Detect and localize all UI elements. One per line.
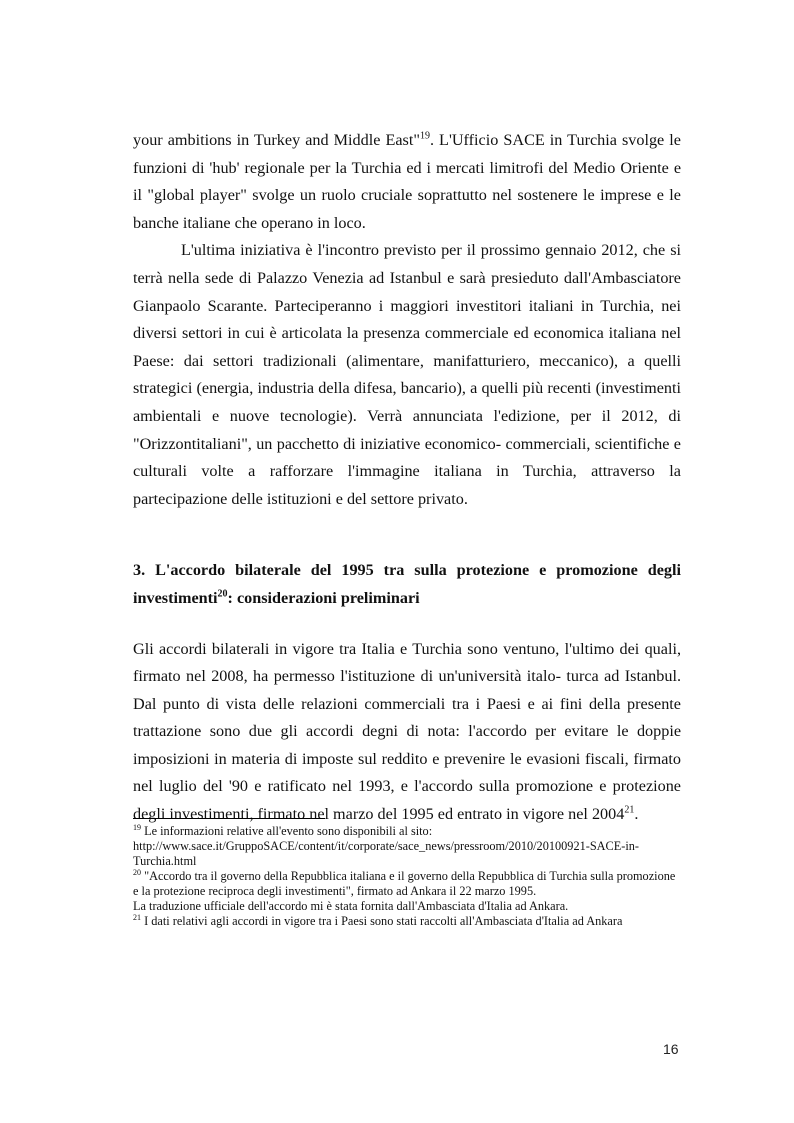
footnote-19 xyxy=(133,824,681,869)
page-number: 16 xyxy=(663,1041,679,1057)
footnote-20 xyxy=(133,869,681,914)
paragraph-1 xyxy=(133,127,681,237)
footnote-21 xyxy=(133,914,681,929)
main-text xyxy=(133,127,681,829)
section-heading-title-a: 3. L'accordo bilaterale del 1995 tra sulla protezione e promozione degli investimenti xyxy=(133,561,681,607)
paragraph-3 xyxy=(133,636,681,829)
paragraph-1-text-a: your ambitions in Turkey and Middle East" xyxy=(133,131,420,149)
footnote-url-link[interactable]: http://www.sace.it/GruppoSACE/content/it/corporate/sace_news/pressroom/2010/20100921-SACE-in-Turchia.html xyxy=(133,839,640,868)
footnote-ref-19[interactable]: 19 xyxy=(419,130,430,142)
footnotes xyxy=(133,824,681,929)
footnote-text: I dati relativi agli accordi in vigore tra i Paesi sono stati raccolti all'Ambasciata d'Italia ad Ankara xyxy=(141,914,623,928)
footnote-number: 19 xyxy=(133,822,141,832)
paragraph-2: L'ultima iniziativa è l'incontro previsto per il prossimo gennaio 2012, che si terrà nella sede di Palazzo Venezia ad Istanbul e sarà presieduto dall'Ambasciatore Gianpaolo Scarante. Parteciperanno i maggiori investitori italiani in Turchia, nei diversi settori in cui è articolata la presenza commerciale ed economica italiana nel Paese: dai settori tradizionali (alimentare, manifatturiero, meccanico), a quelli strategici (energia, industria della difesa, bancario), a quelli più recenti (investimenti ambientali e nuove tecnologie). Verrà annunciata l'edizione, per il 2012, di "Orizzontitaliani", un pacchetto di iniziative economico- commerciali, scientifiche e culturali volte a rafforzare l'immagine italiana in Turchia, attraverso la partecipazione delle istituzioni e del settore privato. xyxy=(133,241,681,508)
paragraph-3-text-a: Gli accordi bilaterali in vigore tra Italia e Turchia sono ventuno, l'ultimo dei quali, firmato nel 2008, ha permesso l'istituzione di un'università italo- turca ad Istanbul. Dal punto di vista delle relazioni commerciali tra i Paesi e ai fini della presente trattazione sono due gli accordi degni di nota: l'accordo per evitare le doppie imposizioni in materia di imposte sul reddito e prevenire le evasioni fiscali, firmato nel luglio del '90 e ratificato nel 1993, e l'accordo sulla promozione e protezione degli investimenti, firmato nel marzo del 1995 ed entrato in vigore nel 2004 xyxy=(133,639,681,824)
footnote-separator xyxy=(133,818,325,819)
paragraph-3-text-b: . xyxy=(634,805,639,824)
footnote-ref-21[interactable]: 21 xyxy=(624,804,635,816)
footnote-number: 21 xyxy=(133,912,141,922)
footnote-number: 20 xyxy=(133,867,141,877)
footnote-text: Le informazioni relative all'evento sono disponibili al sito: xyxy=(141,824,433,838)
footnote-text-continued: La traduzione ufficiale dell'accordo mi è stata fornita dall'Ambasciata d'Italia ad Ankara. xyxy=(133,899,569,913)
section-heading xyxy=(133,557,681,612)
section-heading-title-b: : considerazioni preliminari xyxy=(227,588,420,607)
paragraph-1-text-b: . L'Ufficio SACE in Turchia svolge le funzioni di 'hub' regionale per la Turchia ed i mercati limitrofi del Medio Oriente e il "global player" svolge un ruolo cruciale soprattutto nel sostenere le imprese e le banche italiane che operano in loco. xyxy=(133,131,681,232)
footnote-ref-20[interactable]: 20 xyxy=(217,588,228,600)
footnote-text: "Accordo tra il governo della Repubblica italiana e il governo della Repubblica di Turchia sulla promozione e la protezione reciproca degli investimenti", firmato ad Ankara il 22 marzo 1995. xyxy=(133,869,676,898)
